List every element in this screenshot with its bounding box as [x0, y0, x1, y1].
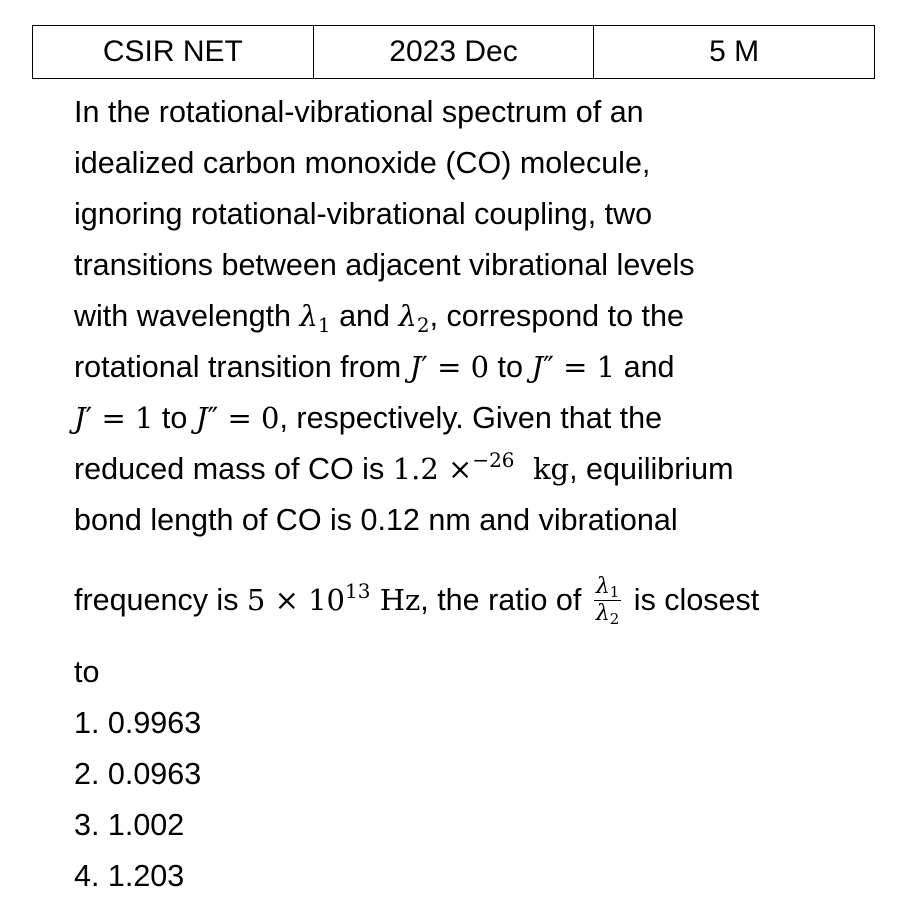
- text-segment: to: [489, 350, 532, 384]
- option-1[interactable]: 1. 0.9963: [74, 706, 202, 740]
- question-line-1: In the rotational-vibrational spectrum of an: [74, 95, 644, 129]
- exam-name-cell: CSIR NET: [33, 26, 314, 79]
- text-segment: to: [153, 401, 196, 435]
- text-segment: with wavelength: [74, 299, 300, 333]
- j-prime-equals-0: J′ = 0: [409, 350, 490, 384]
- question-line-8: [74, 444, 884, 495]
- text-segment: rotational transition from: [74, 350, 410, 384]
- text-segment: and: [330, 299, 399, 333]
- option-3[interactable]: 3. 1.002: [74, 808, 185, 842]
- header-row: [33, 26, 875, 79]
- wavelength-ratio-fraction: [594, 576, 622, 627]
- question-line-7: [74, 393, 884, 444]
- question-line-5: [74, 291, 884, 342]
- text-segment: , respectively. Given that the: [279, 401, 663, 435]
- lambda-1: $\lambda_1$: [299, 299, 331, 337]
- option-2[interactable]: 2. 0.0963: [74, 757, 202, 791]
- frequency-value: $5 \times 10^{13}$ Hz: [246, 579, 421, 617]
- text-segment: , correspond to the: [429, 299, 684, 333]
- text-segment: and: [615, 350, 675, 384]
- text-segment: frequency is: [74, 583, 247, 617]
- question-line-10: [74, 554, 884, 647]
- header-table: [32, 25, 875, 79]
- exam-session-cell: 2023 Dec: [313, 26, 594, 79]
- fraction-denominator: λ2: [595, 601, 620, 629]
- j-double-prime-equals-0: J″ = 0: [195, 401, 280, 435]
- question-line-3: ignoring rotational-vibrational coupling, two: [74, 197, 653, 231]
- text-segment: reduced mass of CO is: [74, 452, 393, 486]
- option-4[interactable]: 4. 1.203: [74, 859, 185, 893]
- j-prime-equals-1: J′ = 1: [74, 401, 154, 435]
- j-double-prime-equals-1: J″ = 1: [531, 350, 616, 384]
- answer-options: [74, 698, 884, 902]
- question-line-2: idealized carbon monoxide (CO) molecule,: [74, 146, 651, 180]
- question-line-4: transitions between adjacent vibrational levels: [74, 248, 695, 282]
- text-segment: , the ratio of: [420, 583, 590, 617]
- text-segment: is closest: [625, 583, 760, 617]
- question-line-6: [74, 342, 884, 393]
- question-line-9: bond length of CO is 0.12 nm and vibrational: [74, 503, 678, 537]
- fraction-numerator: λ1: [595, 574, 620, 602]
- lambda-2: $\lambda_2$: [398, 299, 430, 337]
- question-line-11: to: [74, 655, 100, 689]
- reduced-mass-value: 1.2 ×$^{-26}$ kg: [392, 448, 570, 486]
- text-segment: , equilibrium: [569, 452, 734, 486]
- question-text: [74, 87, 884, 902]
- marks-cell: 5 M: [594, 26, 875, 79]
